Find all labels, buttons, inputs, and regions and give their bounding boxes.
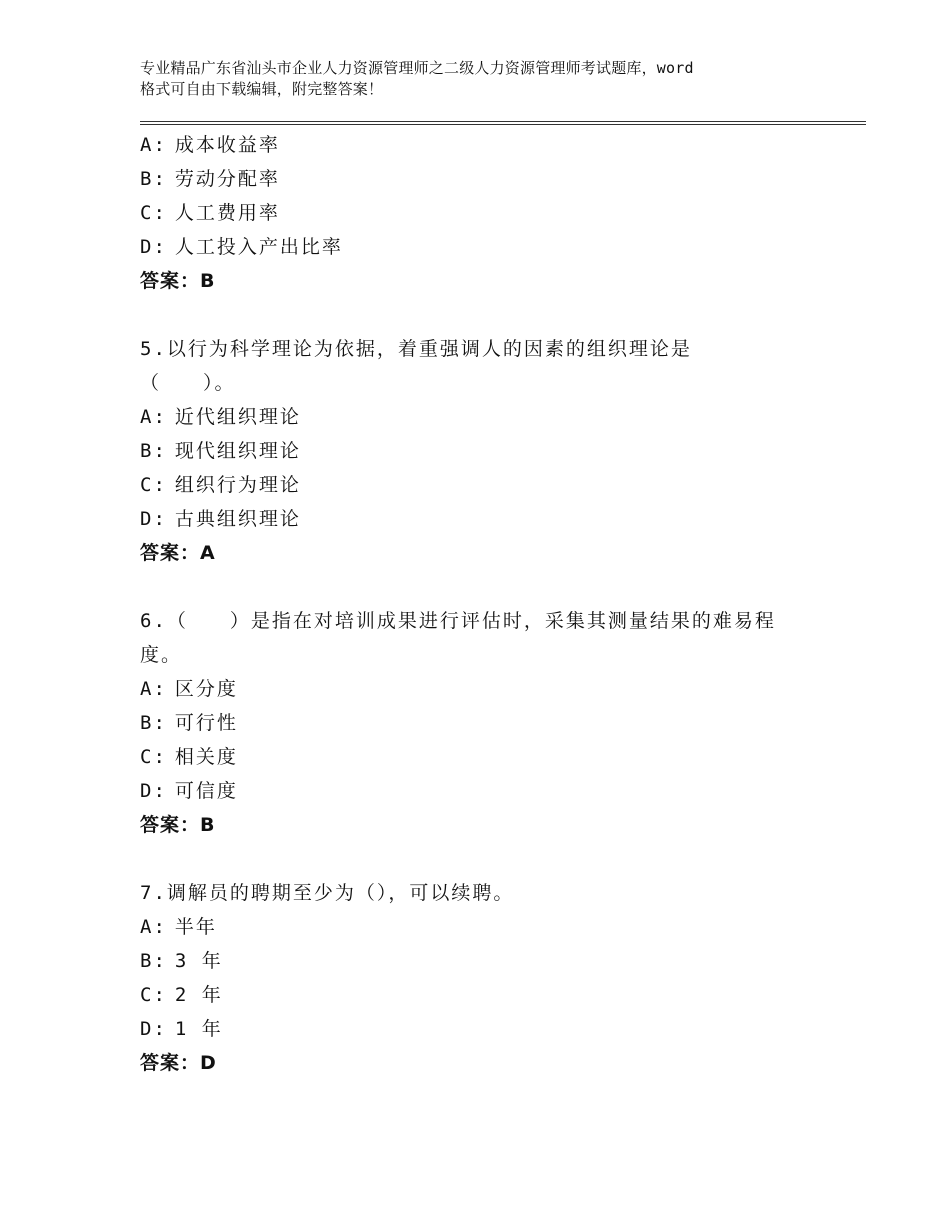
option-letter: C: <box>140 746 167 768</box>
document-header <box>140 58 840 100</box>
question-7 <box>140 876 840 1080</box>
option-d <box>140 502 840 536</box>
option-letter: D: <box>140 508 167 530</box>
option-letter: A: <box>140 678 167 700</box>
option-letter: C: <box>140 984 167 1006</box>
option-a <box>140 400 840 434</box>
question-stem: 6.（ ）是指在对培训成果进行评估时，采集其测量结果的难易程 <box>140 610 776 632</box>
spacer <box>140 570 840 604</box>
option-text: 相关度 <box>174 746 238 768</box>
option-text: 3 年 <box>174 950 223 972</box>
option-letter: A: <box>140 134 167 156</box>
option-letter: B: <box>140 712 167 734</box>
question-stem: 7.调解员的聘期至少为（），可以续聘。 <box>140 882 515 904</box>
header-line-1: 专业精品广东省汕头市企业人力资源管理师之二级人力资源管理师考试题库，word <box>140 59 694 77</box>
option-c <box>140 468 840 502</box>
header-divider <box>140 121 866 125</box>
spacer <box>140 298 840 332</box>
option-letter: D: <box>140 236 167 258</box>
option-text: 古典组织理论 <box>174 508 301 530</box>
spacer <box>140 842 840 876</box>
option-text: 成本收益率 <box>174 134 280 156</box>
option-letter: A: <box>140 406 167 428</box>
option-b <box>140 706 840 740</box>
option-letter: D: <box>140 780 167 802</box>
option-text: 现代组织理论 <box>174 440 301 462</box>
option-c <box>140 740 840 774</box>
option-text: 1 年 <box>174 1018 223 1040</box>
option-d <box>140 230 840 264</box>
option-letter: C: <box>140 202 167 224</box>
answer-line: 答案：A <box>140 542 216 564</box>
question-6 <box>140 604 840 842</box>
option-b <box>140 434 840 468</box>
option-letter: D: <box>140 1018 167 1040</box>
option-text: 区分度 <box>174 678 238 700</box>
option-text: 人工费用率 <box>174 202 280 224</box>
option-b <box>140 944 840 978</box>
question-5 <box>140 332 840 570</box>
option-text: 2 年 <box>174 984 223 1006</box>
question-stem: 5.以行为科学理论为依据，着重强调人的因素的组织理论是 <box>140 338 692 360</box>
option-c <box>140 196 840 230</box>
answer-line: 答案：B <box>140 270 216 292</box>
option-text: 半年 <box>174 916 217 938</box>
question-list <box>140 128 840 1080</box>
option-text: 近代组织理论 <box>174 406 301 428</box>
option-letter: B: <box>140 440 167 462</box>
option-a <box>140 910 840 944</box>
question-stem-continued: （ ）。 <box>140 372 236 394</box>
option-c <box>140 978 840 1012</box>
option-text: 组织行为理论 <box>174 474 301 496</box>
answer-line: 答案：D <box>140 1052 217 1074</box>
answer-line: 答案：B <box>140 814 216 836</box>
option-letter: C: <box>140 474 167 496</box>
option-letter: B: <box>140 950 167 972</box>
option-b <box>140 162 840 196</box>
option-letter: A: <box>140 916 167 938</box>
option-d <box>140 774 840 808</box>
option-a <box>140 128 840 162</box>
option-text: 人工投入产出比率 <box>174 236 343 258</box>
option-d <box>140 1012 840 1046</box>
option-text: 劳动分配率 <box>174 168 280 190</box>
header-line-2: 格式可自由下载编辑，附完整答案！ <box>140 80 384 98</box>
question-stem-continued: 度。 <box>140 644 183 666</box>
question-4 <box>140 128 840 298</box>
option-text: 可信度 <box>174 780 238 802</box>
option-text: 可行性 <box>174 712 238 734</box>
option-letter: B: <box>140 168 167 190</box>
option-a <box>140 672 840 706</box>
